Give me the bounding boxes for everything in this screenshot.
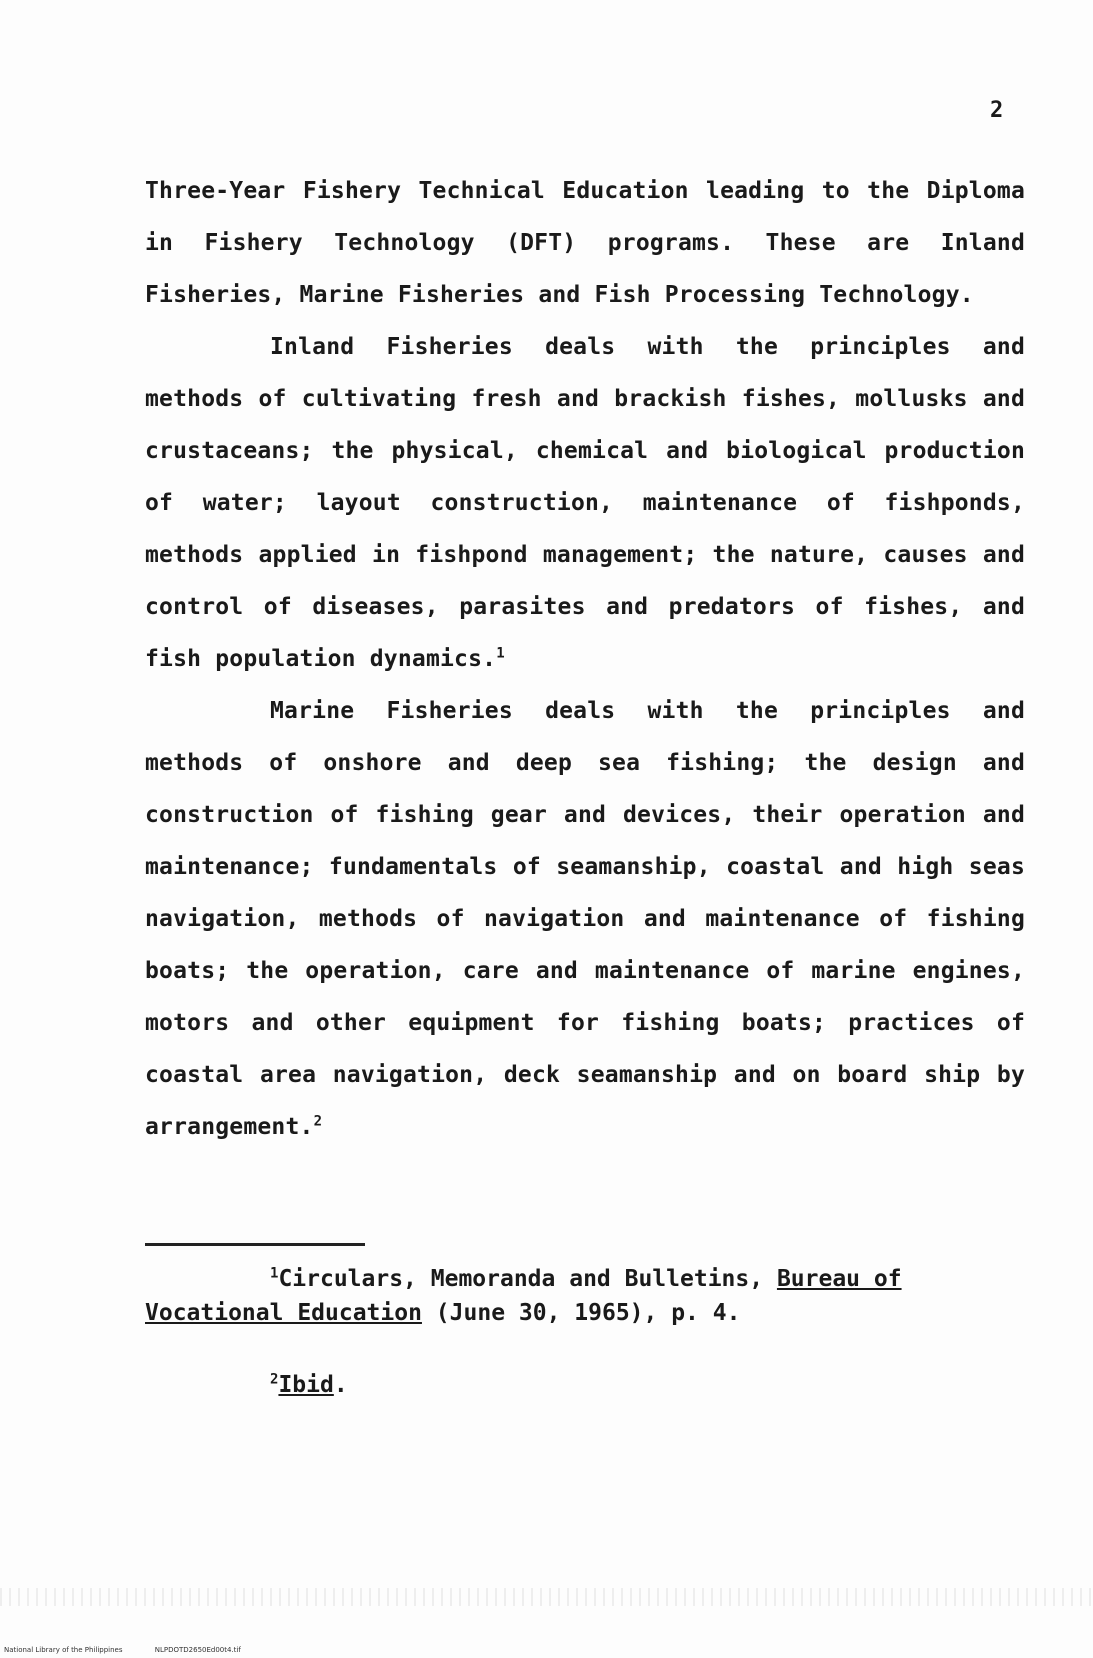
footnote-divider — [145, 1243, 365, 1246]
paragraph-text: Three-Year Fishery Technical Education leading to the Diploma in Fishery Technology (DFT) programs. These are Inland Fisheries, Marine Fisheries and Fish Processing Technology. — [145, 178, 1025, 308]
footer-library: National Library of the Philippines — [4, 1646, 123, 1654]
footnote-reference: 2 — [313, 1113, 323, 1130]
footnotes — [145, 1262, 1005, 1402]
scan-footer — [4, 1646, 271, 1654]
footnote-2 — [145, 1368, 1005, 1402]
footnote-source: Ibid — [278, 1372, 334, 1398]
footnote-reference: 1 — [496, 645, 505, 662]
footnote-text: . — [333, 1372, 348, 1398]
footnote-text: (June 30, 1965), p. 4. — [421, 1300, 741, 1326]
footnote-source: Bureau of Vocational Education — [145, 1266, 902, 1326]
footnote-number: 1 — [270, 1265, 279, 1282]
footnote-number: 2 — [270, 1371, 279, 1388]
footer-file: NLPDOTD2650Ed00t4.tif — [154, 1646, 241, 1654]
scan-noise — [0, 1588, 1093, 1606]
paragraph-text: Inland Fisheries deals with the principles and methods of cultivating fresh and brackish fishes, mollusks and crustaceans; the physical, chemical and biological production of water; layout construction, maintenance of fishponds, methods applied in fishpond management; the nature, causes and control of diseases, parasites and predators of fishes, and fish population dynamics. — [145, 334, 1025, 672]
paragraph-inland-fisheries — [145, 321, 1025, 685]
body-text — [145, 165, 1025, 1153]
page-number: 2 — [990, 98, 1004, 123]
footnote-1 — [145, 1262, 1005, 1330]
paragraph-text: Marine Fisheries deals with the principles and methods of onshore and deep sea fishing; the design and construction of fishing gear and devices, their operation and maintenance; fundamentals of seamanship, coastal and high seas navigation, methods of navigation and maintenance of fishing boats; the operation, care and maintenance of marine engines, motors and other equipment for fishing boats; practices of coastal area navigation, deck seamanship and on board ship by arrangement. — [145, 698, 1025, 1140]
paragraph-intro — [145, 165, 1025, 321]
footnote-text: Circulars, Memoranda and Bulletins, — [278, 1266, 777, 1292]
paragraph-marine-fisheries — [145, 685, 1025, 1153]
